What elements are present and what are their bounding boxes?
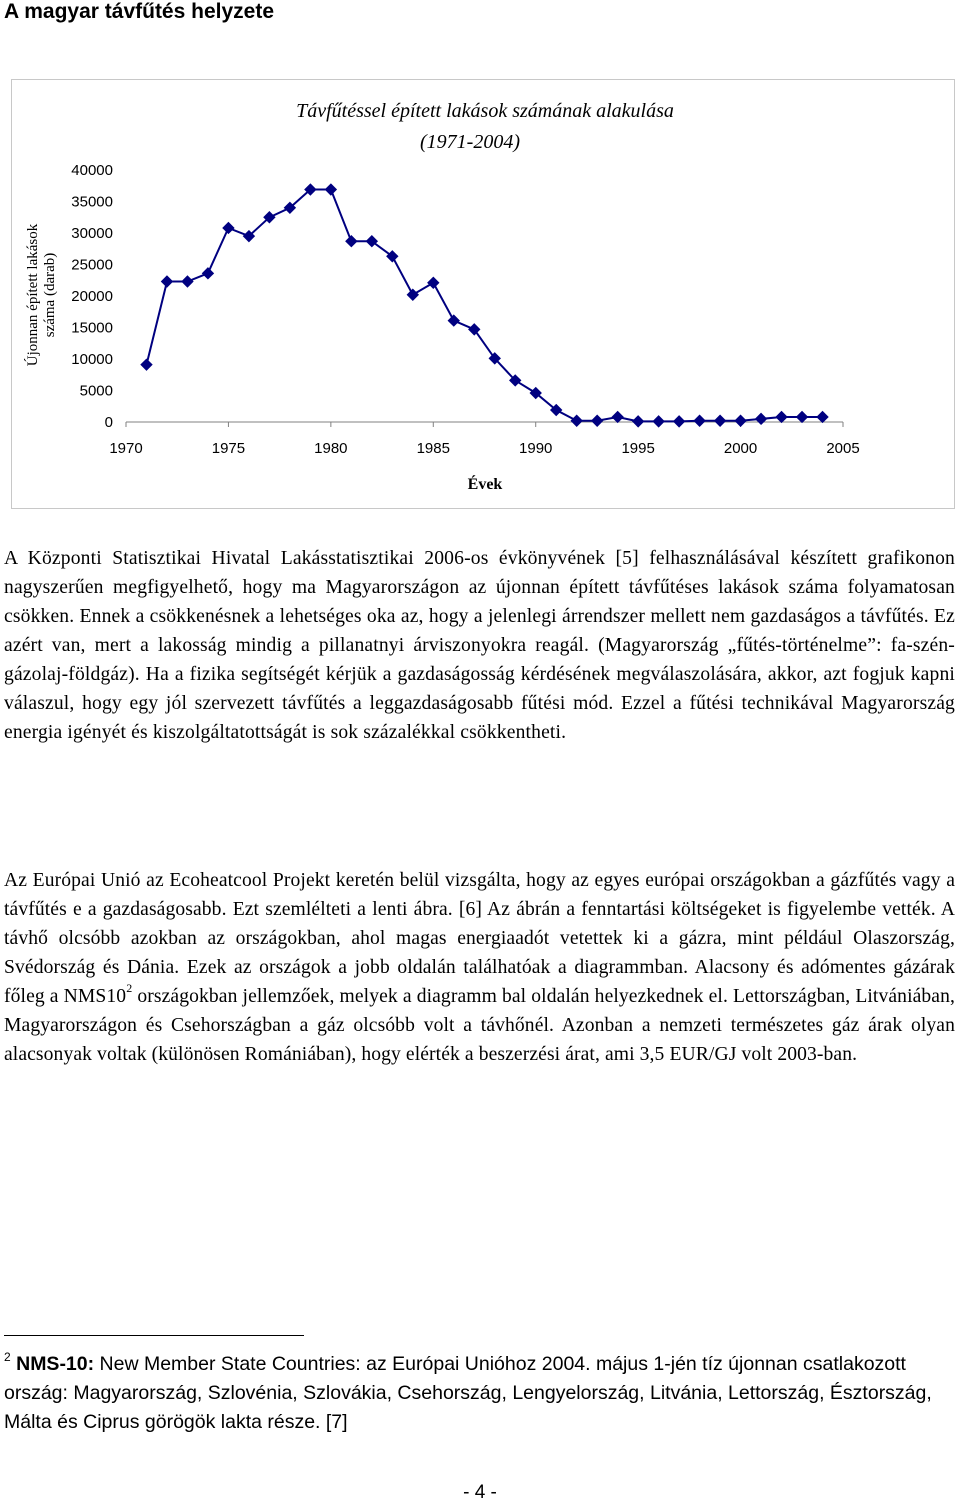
line-chart xyxy=(0,0,960,520)
y-axis-title xyxy=(24,223,58,366)
data-point xyxy=(346,236,357,247)
data-point xyxy=(694,415,705,426)
footnote xyxy=(4,1350,960,1437)
footnote-term: NMS-10: xyxy=(16,1353,95,1375)
x-tick-label: 1985 xyxy=(416,440,450,457)
y-tick-label: 30000 xyxy=(71,225,113,242)
x-tick-label: 1995 xyxy=(621,440,655,457)
data-point xyxy=(448,315,459,326)
paragraph-1: A Központi Statisztikai Hivatal Lakásstatisztikai 2006-os évkönyvének [5] felhasználásával készített grafikonon nagyszerűen megfigyelhető, hogy ma Magyarországon az újonnan épített távfűtéses lakások száma folyamatosan csökken. Ennek a csökkenésnek a lehetséges oka az, hogy a jelenlegi árrendszer mellett nem gazdaságos a távfűtés. Ez azért van, mert a lakosság mindig a pillanatnyi árviszonyokra reagál. (Magyarország „fűtés-történelme”: fa-szén-gázolaj-földgáz). Ha a fizika segítségét kérjük a gazdaságosság kérdésének megválaszolására, akkor, azt fogjuk kapni válaszul, hogy egy jól szervezett távfűtés a leggazdaságosabb fűtési mód. Ezzel a fűtési technikával Magyarország energia igényét és kiszolgáltatottságát is sok százalékkal csökkentheti. xyxy=(4,548,955,743)
data-point xyxy=(571,415,582,426)
data-point xyxy=(182,276,193,287)
data-point xyxy=(325,184,336,195)
data-point xyxy=(756,413,767,424)
data-point xyxy=(797,411,808,422)
section-heading: A magyar távfűtés helyzete xyxy=(4,0,274,23)
data-point xyxy=(674,416,685,427)
data-point xyxy=(428,277,439,288)
series-line xyxy=(141,184,828,427)
y-tick-label: 25000 xyxy=(71,256,113,274)
footnote-number: 2 xyxy=(4,1349,11,1364)
data-point xyxy=(592,415,603,426)
footnote-divider xyxy=(4,1335,304,1336)
x-tick-label: 2000 xyxy=(723,440,758,457)
data-point xyxy=(407,289,418,300)
x-tick-label: 2005 xyxy=(826,440,860,457)
chart-subtitle: (1971-2004) xyxy=(420,131,520,153)
footnote-text: New Member State Countries: az Európai Unióhoz 2004. május 1-jén tíz újonnan csatlakozott ország: Magyarország, Szlovénia, Szlovákia, Csehország, Lengyelország, Litvánia, Lettország, Észtország, Málta és Ciprus görögök lakta része. [7] xyxy=(4,1353,932,1433)
page-number: - 4 - xyxy=(463,1482,497,1503)
paragraph-2-text-a: Az Európai Unió az Ecoheatcool Projekt keretén belül vizsgálta, hogy az egyes európai országokban a gázfűtés vagy a távfűtés e a gazdaságosabb. Ezt szemlélteti a lenti ábra. [6] Az ábrán a fenntartási költségeket is figyelembe vették. A távhő olcsóbb azokban az országokban, ahol magas energiaadót vetettek ki a gázra, mint például Olaszország, Svédország és Dánia. Ezek az országok a jobb oldalán találhatóak a diagrammban. Alacsony és adómentes gázárak főleg a NMS10 xyxy=(4,870,955,1007)
data-point xyxy=(633,416,644,427)
x-tick-label: 1970 xyxy=(109,440,143,457)
y-tick-label: 10000 xyxy=(71,351,113,368)
series-path xyxy=(147,190,823,422)
data-point xyxy=(776,411,787,422)
data-point xyxy=(715,415,726,426)
y-axis-title-line: Újonnan épített lakások xyxy=(25,223,41,367)
data-point xyxy=(223,222,234,233)
x-axis-title: Évek xyxy=(467,476,503,493)
footnote-ref[interactable]: 2 xyxy=(126,981,133,996)
y-tick-label: 15000 xyxy=(71,319,113,337)
x-tick-label: 1980 xyxy=(314,440,348,457)
chart-title: Távfűtéssel épített lakások számának alakulása xyxy=(296,100,674,122)
data-point xyxy=(141,359,152,370)
y-tick-label: 5000 xyxy=(79,382,113,400)
y-tick-label: 0 xyxy=(104,414,113,431)
y-tick-label: 35000 xyxy=(71,193,113,211)
x-tick-label: 1975 xyxy=(211,440,246,457)
data-point xyxy=(817,411,828,422)
y-tick-label: 40000 xyxy=(71,162,113,179)
data-point xyxy=(161,276,172,287)
x-tick-label: 1990 xyxy=(519,440,553,457)
data-point xyxy=(653,416,664,427)
data-point xyxy=(735,415,746,426)
paragraph-2-text-b: országokban jellemzőek, melyek a diagramm bal oldalán helyezkednek el. Lettországban, Litvániában, Magyarországon és Csehországban a gáz olcsóbb volt a távhőnél. Azonban a nemzeti természetes gáz árak olyan alacsonyak voltak (különösen Romániában), hogy elérték a beszerzési árat, ami 3,5 EUR/GJ volt 2003-ban. xyxy=(4,986,955,1065)
data-point xyxy=(612,411,623,422)
axes xyxy=(71,162,859,457)
y-axis-title-line: száma (darab) xyxy=(42,252,58,338)
data-point xyxy=(202,268,213,279)
paragraph-2 xyxy=(4,866,955,1069)
y-tick-label: 20000 xyxy=(71,288,113,305)
